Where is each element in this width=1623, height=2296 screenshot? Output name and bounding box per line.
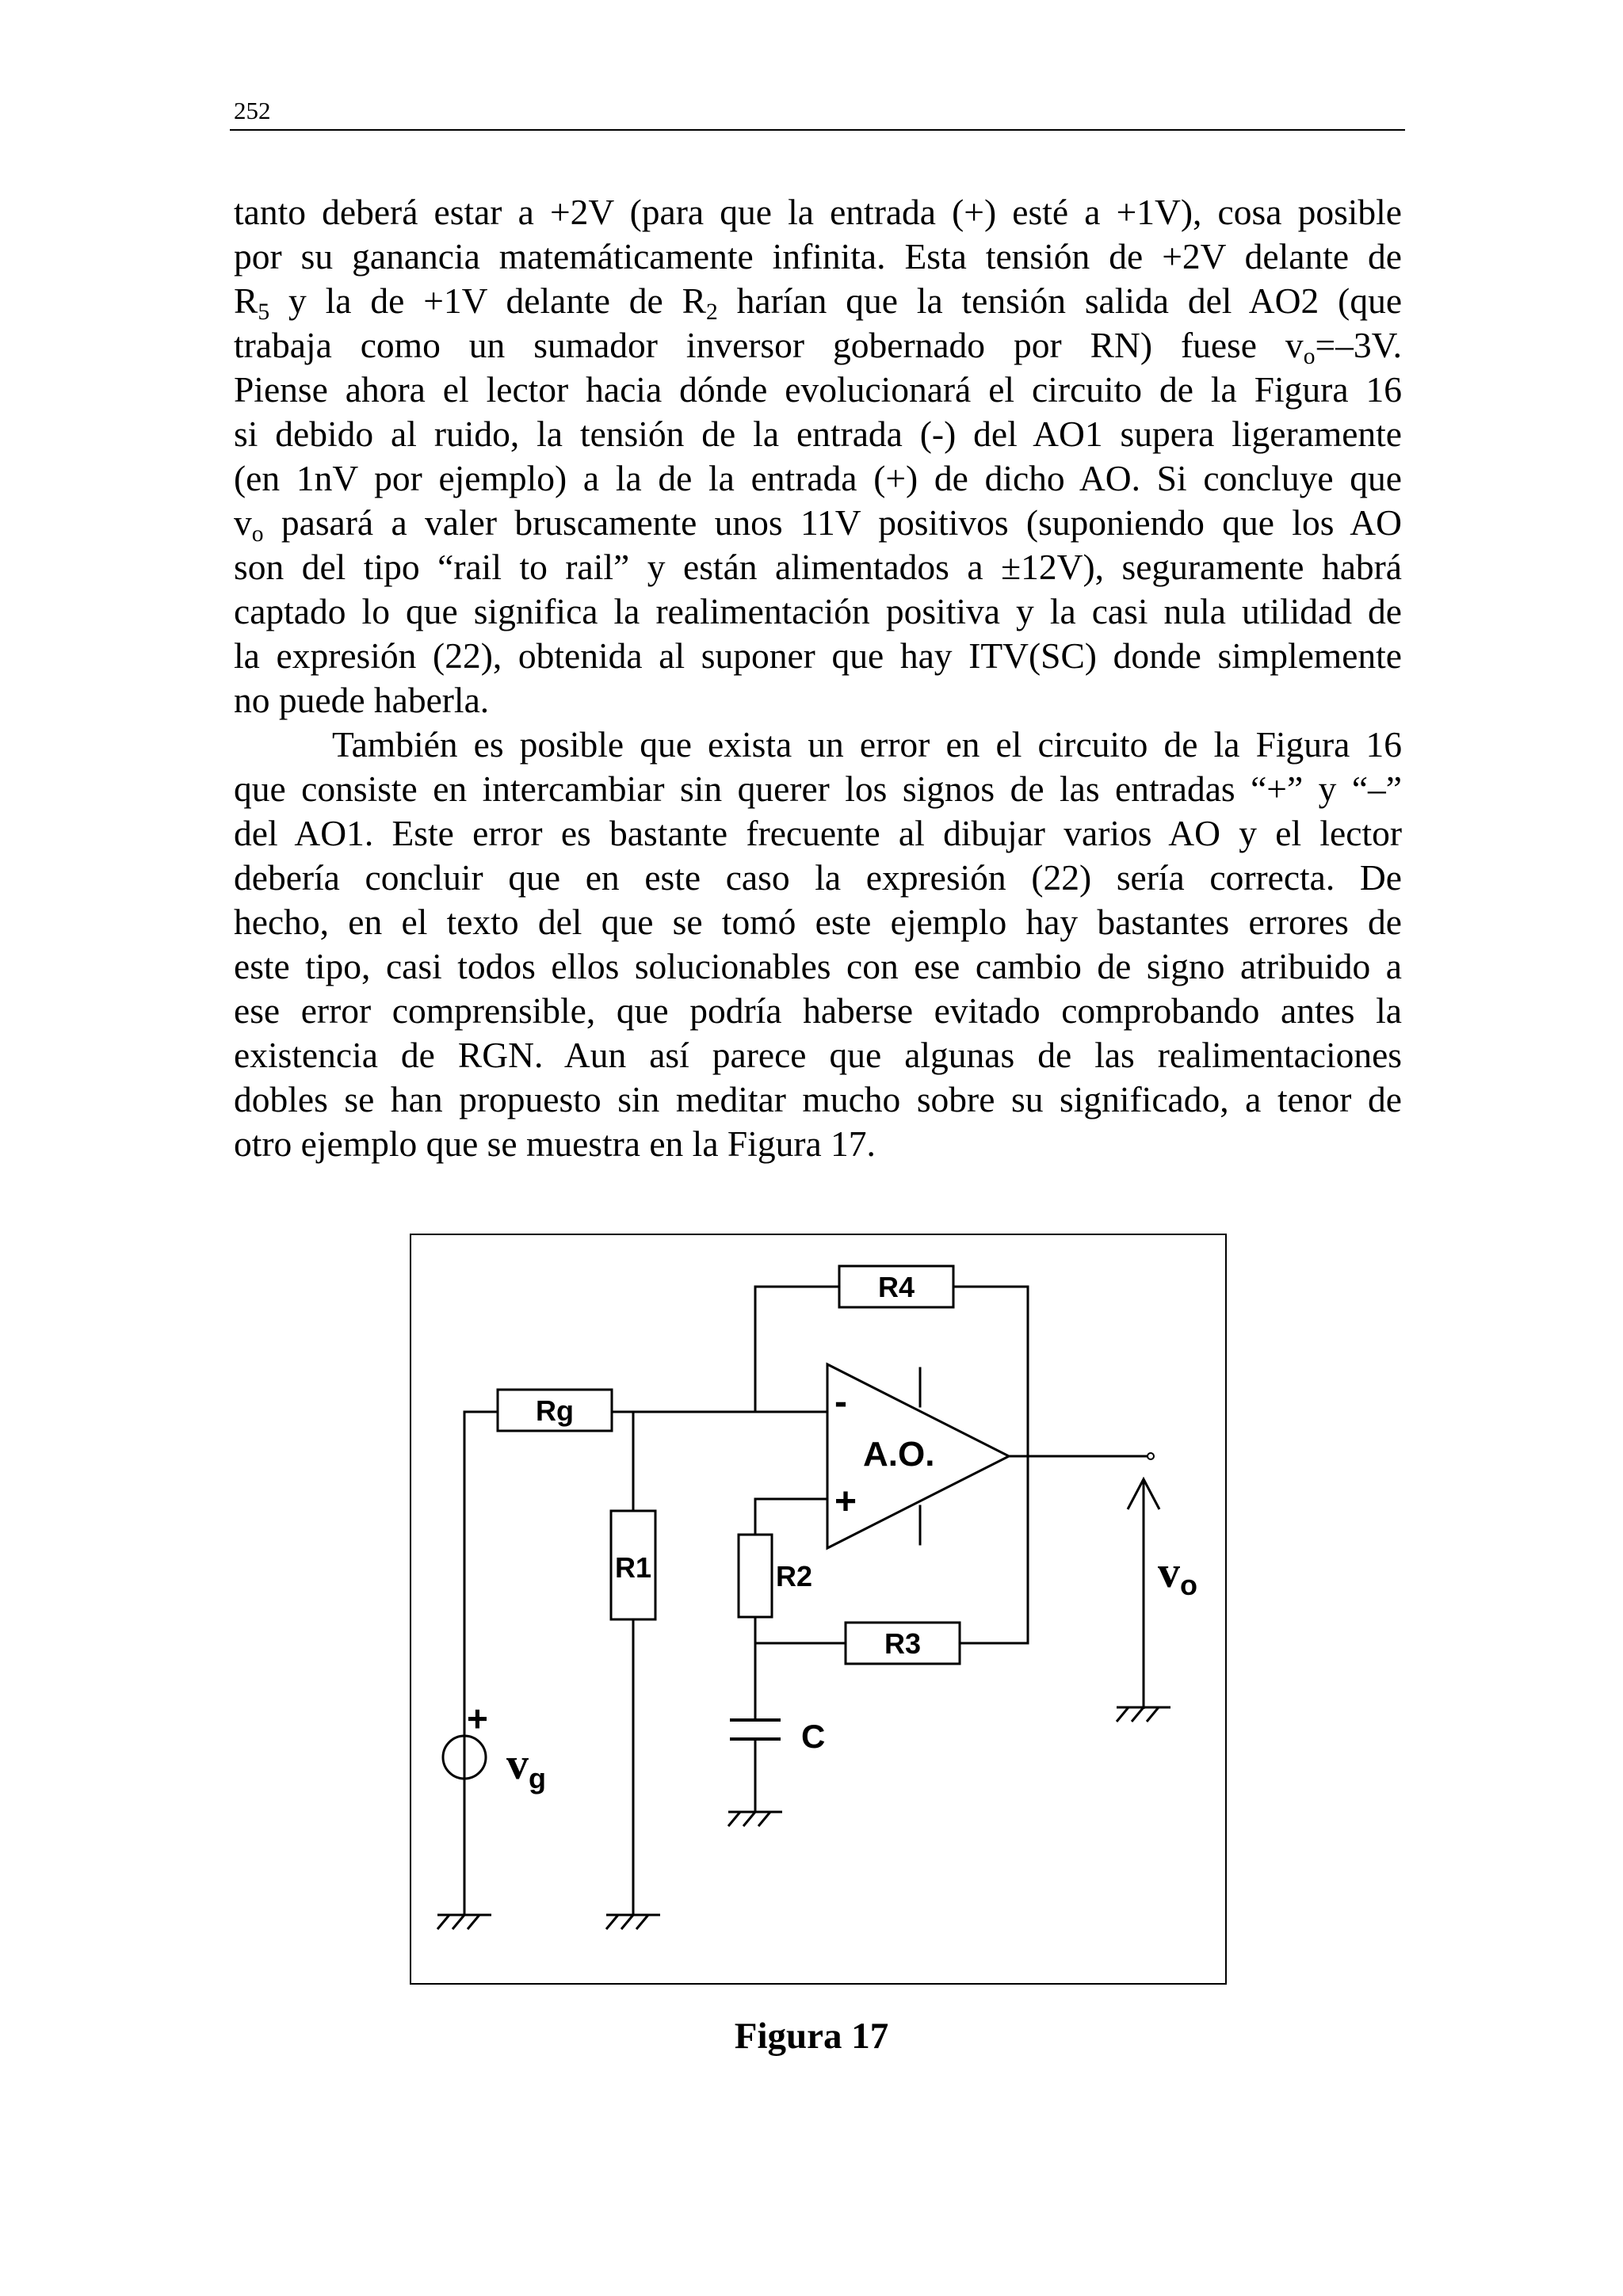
figure-caption: Figura 17 [734,2016,889,2057]
ground-icon [728,1812,782,1826]
wire-noninverting [755,1499,827,1535]
text-run: trabaja como un sumador inversor gobernado por RN) fuese v [234,325,1304,365]
text-run: harían que la tensión salida del AO2 (que [717,280,1403,321]
text-line: (en 1nV por ejemplo) a la de la entrada (+) de dicho AO. Si concluye que [234,458,1402,498]
label-rg: Rg [536,1394,574,1427]
text-line: del AO1. Este error es bastante frecuente al dibujar varios AO y el lector [234,813,1402,853]
text-line: no puede haberla. [234,680,490,720]
vo-main: v [1158,1548,1180,1597]
text-line: que consiste en intercambiar sin querer los signos de las entradas “+” y “–” [234,769,1402,809]
header-rule [230,129,1405,131]
subscript: o [1303,344,1316,370]
circuit-diagram [410,1234,1227,1985]
subscript: 2 [705,299,718,326]
text-line: existencia de RGN. Aun así parece que algunas de las realimentaciones [234,1035,1402,1075]
text-line [234,501,1402,545]
text-run: =–3V. [1315,325,1402,365]
text-line: ese error comprensible, que podría haberse evitado comprobando antes la [234,990,1402,1031]
wire-source-to-rg [464,1412,498,1738]
figure-frame [411,1234,1226,1984]
text-run: v [234,502,252,543]
label-r4: R4 [877,1271,915,1303]
text-run: pasará a valer bruscamente unos 11V positivos (suponiendo que los AO [263,502,1402,543]
label-noninverting-input: + [834,1481,857,1523]
label-vo [1158,1548,1197,1601]
vg-main: v [506,1740,529,1789]
text-line: este tipo, casi todos ellos solucionables con ese cambio de signo atribuido a [234,946,1402,986]
paragraph-2 [234,723,1402,1166]
ground-icon [1117,1707,1170,1722]
paragraph-1 [234,190,1402,723]
figure-17 [410,1234,1227,1985]
text-line: tanto deberá estar a +2V (para que la entrada (+) esté a +1V), cosa posible [234,192,1402,232]
text-line: la expresión (22), obtenida al suponer que hay ITV(SC) donde simplemente [234,635,1402,676]
output-terminal-icon [1148,1453,1154,1459]
label-source-polarity: + [467,1698,488,1739]
text-line: debería concluir que en este caso la expresión (22) sería correcta. De [234,857,1402,898]
page-number: 252 [234,97,271,124]
label-r1: R1 [614,1551,652,1584]
resistor-r2 [739,1535,772,1617]
label-r2: R2 [776,1560,813,1592]
text-line: hecho, en el texto del que se tomó este ejemplo hay bastantes errores de [234,902,1402,942]
label-inverting-input: - [834,1381,847,1423]
text-run: R [234,280,258,321]
ground-icon [437,1915,491,1929]
text-run: y la de +1V delante de R [269,280,706,321]
label-c: C [801,1718,826,1755]
label-opamp: A.O. [863,1435,935,1474]
vo-subscript: o [1180,1569,1197,1601]
ground-icon [606,1915,660,1929]
text-line: si debido al ruido, la tensión de la entrada (-) del AO1 supera ligeramente [234,414,1402,454]
label-r3: R3 [884,1627,922,1660]
body-text [234,190,1402,1166]
text-line: dobles se han propuesto sin meditar mucho sobre su significado, a tenor de [234,1079,1402,1119]
text-line: Piense ahora el lector hacia dónde evolucionará el circuito de la Figura 16 [234,369,1402,410]
text-line [234,323,1402,368]
text-line [234,279,1403,326]
text-line: otro ejemplo que se muestra en la Figura 17. [234,1123,876,1164]
text-line: captado lo que significa la realimentación positiva y la casi nula utilidad de [234,591,1402,631]
text-line: son del tipo “rail to rail” y están alimentados a ±12V), seguramente habrá [234,547,1402,587]
vg-subscript: g [529,1762,546,1794]
subscript: o [251,521,264,547]
text-line: por su ganancia matemáticamente infinita. Esta tensión de +2V delante de [234,236,1402,277]
label-vg [506,1740,546,1794]
text-line: También es posible que exista un error en el circuito de la Figura 16 [332,724,1402,765]
subscript: 5 [258,299,270,326]
